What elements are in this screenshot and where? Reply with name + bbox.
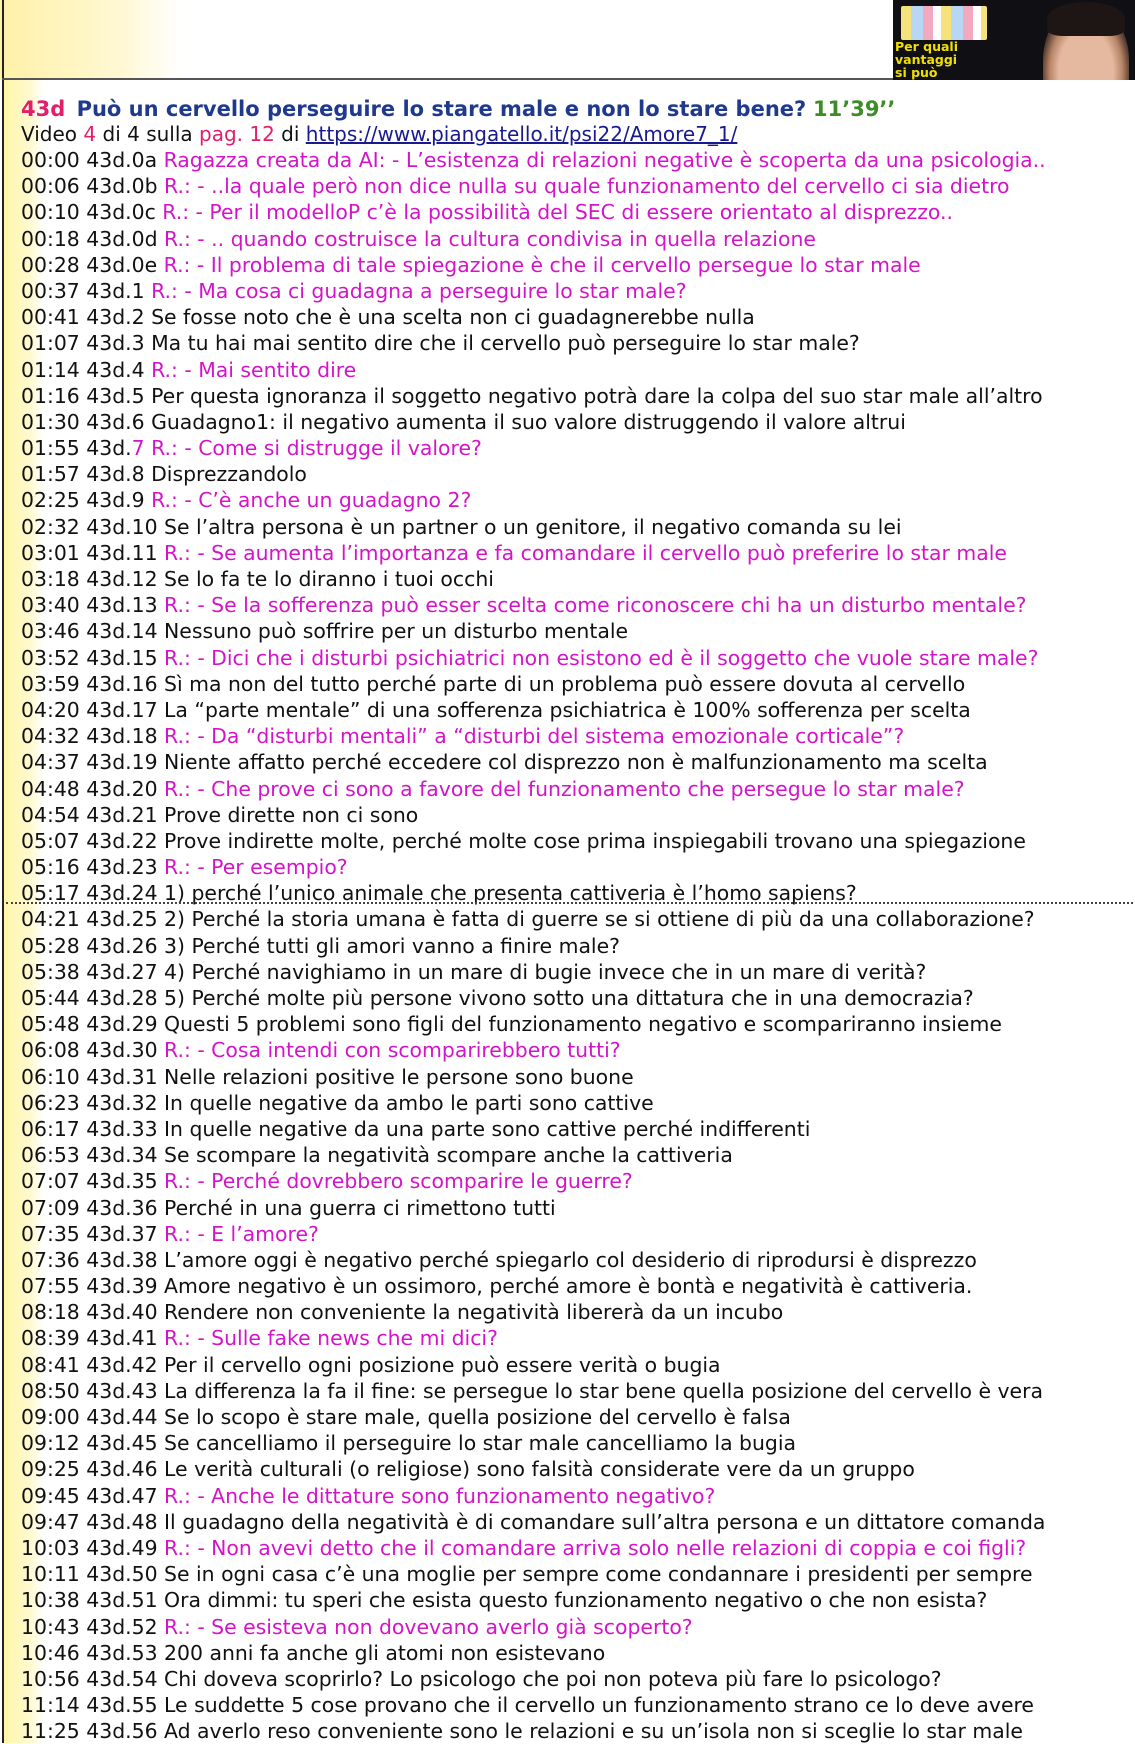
transcript-line bbox=[21, 697, 1131, 723]
timestamp-code: 05:16 43d.23 bbox=[21, 855, 165, 880]
dotted-divider bbox=[6, 902, 1133, 904]
line-text: Amore negativo è un ossimoro, perché amore è bontà e negatività è cattiveria. bbox=[164, 1274, 973, 1299]
timestamp-code: 01:30 43d.6 bbox=[21, 409, 152, 434]
transcript-line bbox=[21, 1666, 1131, 1692]
line-text: R.: - Per il modelloP c’è la possibilità del SEC di essere orientato al disprezzo.. bbox=[162, 200, 953, 225]
transcript-line bbox=[21, 618, 1131, 644]
line-text: Le suddette 5 cose provano che il cervello un funzionamento strano ce lo deve avere bbox=[164, 1693, 1034, 1718]
transcript-line bbox=[21, 1640, 1131, 1666]
timestamp-code: 09:45 43d.47 bbox=[21, 1483, 165, 1508]
transcript-line bbox=[21, 802, 1131, 828]
line-text: R.: - Anche le dittature sono funzionamento negativo? bbox=[164, 1483, 716, 1508]
transcript-line bbox=[21, 592, 1131, 618]
timestamp-code: 02:25 43d.9 bbox=[21, 488, 152, 513]
line-text: Rendere non conveniente la negatività libererà da un incubo bbox=[164, 1300, 784, 1325]
video-mid-text: di 4 sulla bbox=[96, 122, 200, 146]
line-text: Il guadagno della negatività è di comandare sull’altra persona e un dittatore comanda bbox=[164, 1509, 1046, 1534]
timestamp-code: 10:11 43d.50 bbox=[21, 1562, 165, 1587]
line-text: Se scompare la negatività scompare anche la cattiveria bbox=[164, 1143, 733, 1168]
transcript-line bbox=[21, 1142, 1131, 1168]
transcript-line bbox=[21, 1325, 1131, 1351]
timestamp-code: 07:07 43d.35 bbox=[21, 1169, 165, 1194]
transcript-line bbox=[21, 252, 1131, 278]
line-text: Prove dirette non ci sono bbox=[164, 802, 419, 827]
transcript-line bbox=[21, 959, 1131, 985]
timestamp-code: 08:50 43d.43 bbox=[21, 1378, 165, 1403]
timestamp-code: 10:38 43d.51 bbox=[21, 1588, 165, 1613]
line-text: Le verità culturali (o religiose) sono falsità considerate vere da un gruppo bbox=[164, 1457, 915, 1482]
timestamp-code: 06:23 43d.32 bbox=[21, 1090, 165, 1115]
line-text: R.: - Il problema di tale spiegazione è che il cervello persegue lo star male bbox=[163, 252, 921, 277]
line-text: R.: - Cosa intendi con scomparirebbero tutti? bbox=[164, 1038, 621, 1063]
line-text: Nelle relazioni positive le persone sono buone bbox=[164, 1064, 634, 1089]
transcript-line bbox=[21, 1535, 1131, 1561]
episode-title: Può un cervello perseguire lo stare male e non lo stare bene? bbox=[76, 97, 807, 121]
transcript-line bbox=[21, 1692, 1131, 1718]
line-text: La differenza la fa il fine: se persegue lo star bene quella posizione del cervello è vera bbox=[164, 1378, 1043, 1403]
timestamp-code: 04:20 43d.17 bbox=[21, 697, 165, 722]
timestamp-code: 01:55 43d. bbox=[21, 436, 132, 461]
line-text: 5) Perché molte più persone vivono sotto una dittatura che in una democrazia? bbox=[164, 986, 974, 1010]
timestamp-code: 07:36 43d.38 bbox=[21, 1247, 165, 1272]
transcript-line bbox=[21, 1509, 1131, 1535]
transcript-line bbox=[21, 435, 1131, 461]
timestamp-code: 00:00 43d.0a bbox=[21, 148, 164, 172]
line-text: Per questa ignoranza il soggetto negativo potrà dare la colpa del suo star male all’altro bbox=[151, 383, 1043, 408]
timestamp-code: 10:03 43d.49 bbox=[21, 1535, 165, 1560]
timestamp-code: 03:40 43d.13 bbox=[21, 593, 165, 618]
line-text: R.: - Dici che i disturbi psichiatrici non esistono ed è il soggetto che vuole stare male? bbox=[164, 645, 1039, 670]
timestamp-code: 11:25 43d.56 bbox=[21, 1719, 165, 1744]
timestamp-code: 00:10 43d.0c bbox=[21, 200, 163, 225]
transcript-line bbox=[21, 906, 1131, 932]
timestamp-code: 01:14 43d.4 bbox=[21, 357, 152, 382]
line-text: Niente affatto perché eccedere col disprezzo non è malfunzionamento ma scelta bbox=[164, 750, 988, 775]
line-text: R.: - Se aumenta l’importanza e fa comandare il cervello può preferire lo star male bbox=[164, 540, 1007, 565]
timestamp-code: 00:28 43d.0e bbox=[21, 252, 164, 277]
timestamp-code: 05:48 43d.29 bbox=[21, 1012, 165, 1037]
thumbnail-caption-line: vantaggi bbox=[895, 52, 958, 67]
source-link[interactable]: https://www.piangatello.it/psi22/Amore7_1/ bbox=[305, 122, 738, 146]
line-text: R.: - Se la sofferenza può esser scelta come riconoscere chi ha un disturbo mentale? bbox=[164, 593, 1027, 618]
thumbnail-board-graphic bbox=[901, 6, 987, 40]
line-text: Se lo scopo è stare male, quella posizione del cervello è falsa bbox=[164, 1405, 791, 1429]
video-reference-line bbox=[21, 121, 737, 147]
timestamp-code: 02:32 43d.10 bbox=[21, 514, 165, 539]
timestamp-code: 00:37 43d.1 bbox=[21, 278, 152, 303]
page-reference: pag. 12 bbox=[199, 122, 275, 146]
timestamp-code: 09:47 43d.48 bbox=[21, 1509, 165, 1534]
thumbnail-caption-line: Per quali bbox=[895, 39, 959, 54]
line-text: R.: - .. quando costruisce la cultura condivisa in quella relazione bbox=[164, 226, 816, 251]
transcript-lines bbox=[21, 147, 1131, 1744]
timestamp-code: 04:37 43d.19 bbox=[21, 750, 165, 775]
transcript-line bbox=[21, 671, 1131, 697]
line-text: Questi 5 problemi sono figli del funzionamento negativo e scompariranno insieme bbox=[164, 1012, 1002, 1037]
line-text: R.: - Da “disturbi mentali” a “disturbi del sistema emozionale corticale”? bbox=[164, 724, 905, 749]
transcript-line bbox=[21, 1247, 1131, 1273]
line-text: Se fosse noto che è una scelta non ci guadagnerebbe nulla bbox=[151, 305, 755, 330]
transcript-line bbox=[21, 1299, 1131, 1325]
line-text: R.: - Ma cosa ci guadagna a perseguire lo star male? bbox=[151, 278, 687, 303]
line-text: Per il cervello ogni posizione può essere verità o bugia bbox=[164, 1352, 721, 1377]
line-text: R.: - Per esempio? bbox=[164, 855, 348, 880]
transcript-line bbox=[21, 304, 1131, 330]
transcript-line bbox=[21, 566, 1131, 592]
thumbnail-caption-line: si può bbox=[895, 65, 938, 80]
line-text: R.: - Perché dovrebbero scomparire le guerre? bbox=[164, 1169, 633, 1194]
line-text: Ma tu hai mai sentito dire che il cervello può perseguire lo star male? bbox=[151, 331, 860, 356]
timestamp-code: 11:14 43d.55 bbox=[21, 1693, 165, 1718]
line-text: R.: - Che prove ci sono a favore del funzionamento che persegue lo star male? bbox=[164, 776, 965, 801]
transcript-line bbox=[21, 749, 1131, 775]
timestamp-code: 01:16 43d.5 bbox=[21, 383, 152, 408]
timestamp-code: 00:18 43d.0d bbox=[21, 226, 165, 251]
transcript-line bbox=[21, 199, 1131, 225]
line-text: R.: - C’è anche un guadagno 2? bbox=[151, 488, 472, 513]
timestamp-code: 05:44 43d.28 bbox=[21, 986, 165, 1010]
line-text: R.: - Se esisteva non dovevano averlo già scoperto? bbox=[164, 1614, 693, 1639]
timestamp-code: 09:12 43d.45 bbox=[21, 1431, 165, 1456]
timestamp-code: 08:41 43d.42 bbox=[21, 1352, 165, 1377]
line-text: R.: - Sulle fake news che mi dici? bbox=[164, 1326, 498, 1351]
timestamp-code: 03:01 43d.11 bbox=[21, 540, 165, 565]
timestamp-code: 03:46 43d.14 bbox=[21, 619, 165, 644]
transcript-line bbox=[21, 1273, 1131, 1299]
line-text: Se cancelliamo il perseguire lo star male cancelliamo la bugia bbox=[164, 1431, 797, 1456]
top-band bbox=[0, 0, 893, 80]
transcript-line bbox=[21, 985, 1131, 1011]
transcript-line bbox=[21, 1037, 1131, 1063]
transcript-line bbox=[21, 487, 1131, 513]
transcript-line bbox=[21, 1561, 1131, 1587]
timestamp-code: 06:17 43d.33 bbox=[21, 1116, 165, 1141]
timestamp-code: 09:00 43d.44 bbox=[21, 1405, 165, 1429]
timestamp-code: 05:17 43d.24 bbox=[21, 881, 165, 906]
line-text: 1) perché l’unico animale che presenta cattiveria è l’homo sapiens? bbox=[164, 881, 857, 906]
transcript-line bbox=[21, 1090, 1131, 1116]
line-text: 7 R.: - Come si distrugge il valore? bbox=[131, 436, 482, 461]
transcript-line bbox=[21, 409, 1131, 435]
line-text: Se l’altra persona è un partner o un genitore, il negativo comanda su lei bbox=[164, 514, 902, 539]
timestamp-code: 10:46 43d.53 bbox=[21, 1640, 165, 1665]
transcript-line bbox=[21, 1587, 1131, 1613]
line-text: 200 anni fa anche gli atomi non esistevano bbox=[164, 1640, 606, 1665]
line-text: In quelle negative da ambo le parti sono cattive bbox=[164, 1090, 654, 1115]
transcript-line bbox=[21, 645, 1131, 671]
transcript-line bbox=[21, 1483, 1131, 1509]
line-text: R.: - Non avevi detto che il comandare arriva solo nelle relazioni di coppia e coi figli? bbox=[164, 1535, 1027, 1560]
transcript-line bbox=[21, 828, 1131, 854]
line-text: Prove indirette molte, perché molte cose prima inspiegabili trovano una spiegazione bbox=[164, 828, 1026, 853]
line-text: Chi doveva scoprirlo? Lo psicologo che poi non poteva più fare lo psicologo? bbox=[164, 1666, 942, 1691]
transcript-line bbox=[21, 540, 1131, 566]
transcript-line bbox=[21, 330, 1131, 356]
transcript-line bbox=[21, 1456, 1131, 1482]
transcript-line bbox=[21, 1064, 1131, 1090]
timestamp-code: 07:35 43d.37 bbox=[21, 1221, 165, 1246]
timestamp-code: 07:55 43d.39 bbox=[21, 1274, 165, 1299]
timestamp-code: 01:57 43d.8 bbox=[21, 462, 152, 487]
timestamp-code: 05:28 43d.26 bbox=[21, 933, 165, 958]
timestamp-code: 03:18 43d.12 bbox=[21, 567, 165, 591]
transcript-line bbox=[21, 1718, 1131, 1744]
transcript-line bbox=[21, 461, 1131, 487]
transcript-line bbox=[21, 723, 1131, 749]
transcript-line bbox=[21, 1378, 1131, 1404]
line-text: R.: - ..la quale però non dice nulla su quale funzionamento del cervello ci sia dietro bbox=[164, 174, 1010, 199]
line-text: R.: - Mai sentito dire bbox=[151, 357, 357, 382]
transcript-line bbox=[21, 173, 1131, 199]
line-text: R.: - E l’amore? bbox=[164, 1221, 319, 1246]
timestamp-code: 06:08 43d.30 bbox=[21, 1038, 165, 1063]
transcript-line bbox=[21, 357, 1131, 383]
timestamp-code: 04:21 43d.25 bbox=[21, 907, 165, 932]
timestamp-code: 01:07 43d.3 bbox=[21, 331, 152, 356]
line-text: Se in ogni casa c’è una moglie per sempre come condannare i presidenti per sempre bbox=[164, 1562, 1033, 1587]
transcript-line bbox=[21, 1195, 1131, 1221]
line-text: Disprezzandolo bbox=[151, 462, 307, 487]
timestamp-code: 05:07 43d.22 bbox=[21, 828, 165, 853]
line-text: Nessuno può soffrire per un disturbo mentale bbox=[164, 619, 629, 644]
transcript-line bbox=[21, 1614, 1131, 1640]
line-text: In quelle negative da una parte sono cattive perché indifferenti bbox=[164, 1116, 811, 1141]
line-text: Ora dimmi: tu speri che esista questo funzionamento negativo o che non esista? bbox=[164, 1588, 988, 1613]
timestamp-code: 04:54 43d.21 bbox=[21, 802, 165, 827]
timestamp-code: 05:38 43d.27 bbox=[21, 959, 165, 984]
timestamp-code: 06:53 43d.34 bbox=[21, 1143, 165, 1168]
timestamp-code: 06:10 43d.31 bbox=[21, 1064, 165, 1089]
transcript-line bbox=[21, 1352, 1131, 1378]
video-number: 4 bbox=[83, 122, 97, 146]
line-text: Perché in una guerra ci rimettono tutti bbox=[164, 1195, 556, 1220]
transcript-line bbox=[21, 226, 1131, 252]
video-mid-text-2: di bbox=[274, 122, 306, 146]
line-text: Se lo fa te lo diranno i tuoi occhi bbox=[164, 567, 494, 591]
transcript-line bbox=[21, 383, 1131, 409]
transcript-line bbox=[21, 854, 1131, 880]
timestamp-code: 03:59 43d.16 bbox=[21, 671, 165, 696]
transcript-line bbox=[21, 1011, 1131, 1037]
timestamp-code: 10:56 43d.54 bbox=[21, 1666, 165, 1691]
episode-duration: 11’39’’ bbox=[813, 97, 896, 121]
line-text: Ad averlo reso conveniente sono le relazioni e su un’isola non si sceglie lo star male bbox=[164, 1719, 1023, 1744]
transcript-line bbox=[21, 1168, 1131, 1194]
timestamp-code: 08:18 43d.40 bbox=[21, 1300, 165, 1325]
transcript-line bbox=[21, 1116, 1131, 1142]
line-text: 2) Perché la storia umana è fatta di guerre se si ottiene di più da una collaborazione? bbox=[164, 907, 1035, 932]
transcript-line bbox=[21, 147, 1131, 173]
timestamp-code: 09:25 43d.46 bbox=[21, 1457, 165, 1482]
line-text: 3) Perché tutti gli amori vanno a finire male? bbox=[164, 933, 620, 958]
episode-header bbox=[21, 94, 806, 124]
timestamp-code: 04:32 43d.18 bbox=[21, 724, 165, 749]
transcript-line bbox=[21, 1430, 1131, 1456]
left-border bbox=[2, 0, 4, 78]
line-text: La “parte mentale” di una sofferenza psichiatrica è 100% sofferenza per scelta bbox=[164, 697, 971, 722]
episode-code: 43d bbox=[21, 97, 66, 121]
timestamp-code: 00:41 43d.2 bbox=[21, 305, 152, 330]
transcript-line bbox=[21, 278, 1131, 304]
transcript-line bbox=[21, 933, 1131, 959]
transcript-line bbox=[21, 1404, 1131, 1430]
line-text: 4) Perché navighiamo in un mare di bugie invece che in un mare di verità? bbox=[164, 959, 927, 984]
line-text: Guadagno1: il negativo aumenta il suo valore distruggendo il valore altrui bbox=[151, 409, 906, 434]
line-text: L’amore oggi è negativo perché spiegarlo col desiderio di riprodursi è disprezzo bbox=[164, 1247, 977, 1272]
timestamp-code: 07:09 43d.36 bbox=[21, 1195, 165, 1220]
timestamp-code: 04:48 43d.20 bbox=[21, 776, 165, 801]
transcript-line bbox=[21, 776, 1131, 802]
timestamp-code: 08:39 43d.41 bbox=[21, 1326, 165, 1351]
transcript-line bbox=[21, 1221, 1131, 1247]
transcript-line bbox=[21, 514, 1131, 540]
video-prefix: Video bbox=[21, 122, 84, 146]
timestamp-code: 00:06 43d.0b bbox=[21, 174, 165, 199]
line-text: Ragazza creata da AI: - L’esistenza di relazioni negative è scoperta da una psicologia.. bbox=[163, 148, 1046, 172]
timestamp-code: 03:52 43d.15 bbox=[21, 645, 165, 670]
timestamp-code: 10:43 43d.52 bbox=[21, 1614, 165, 1639]
line-text: Sì ma non del tutto perché parte di un problema può essere dovuta al cervello bbox=[164, 671, 966, 696]
